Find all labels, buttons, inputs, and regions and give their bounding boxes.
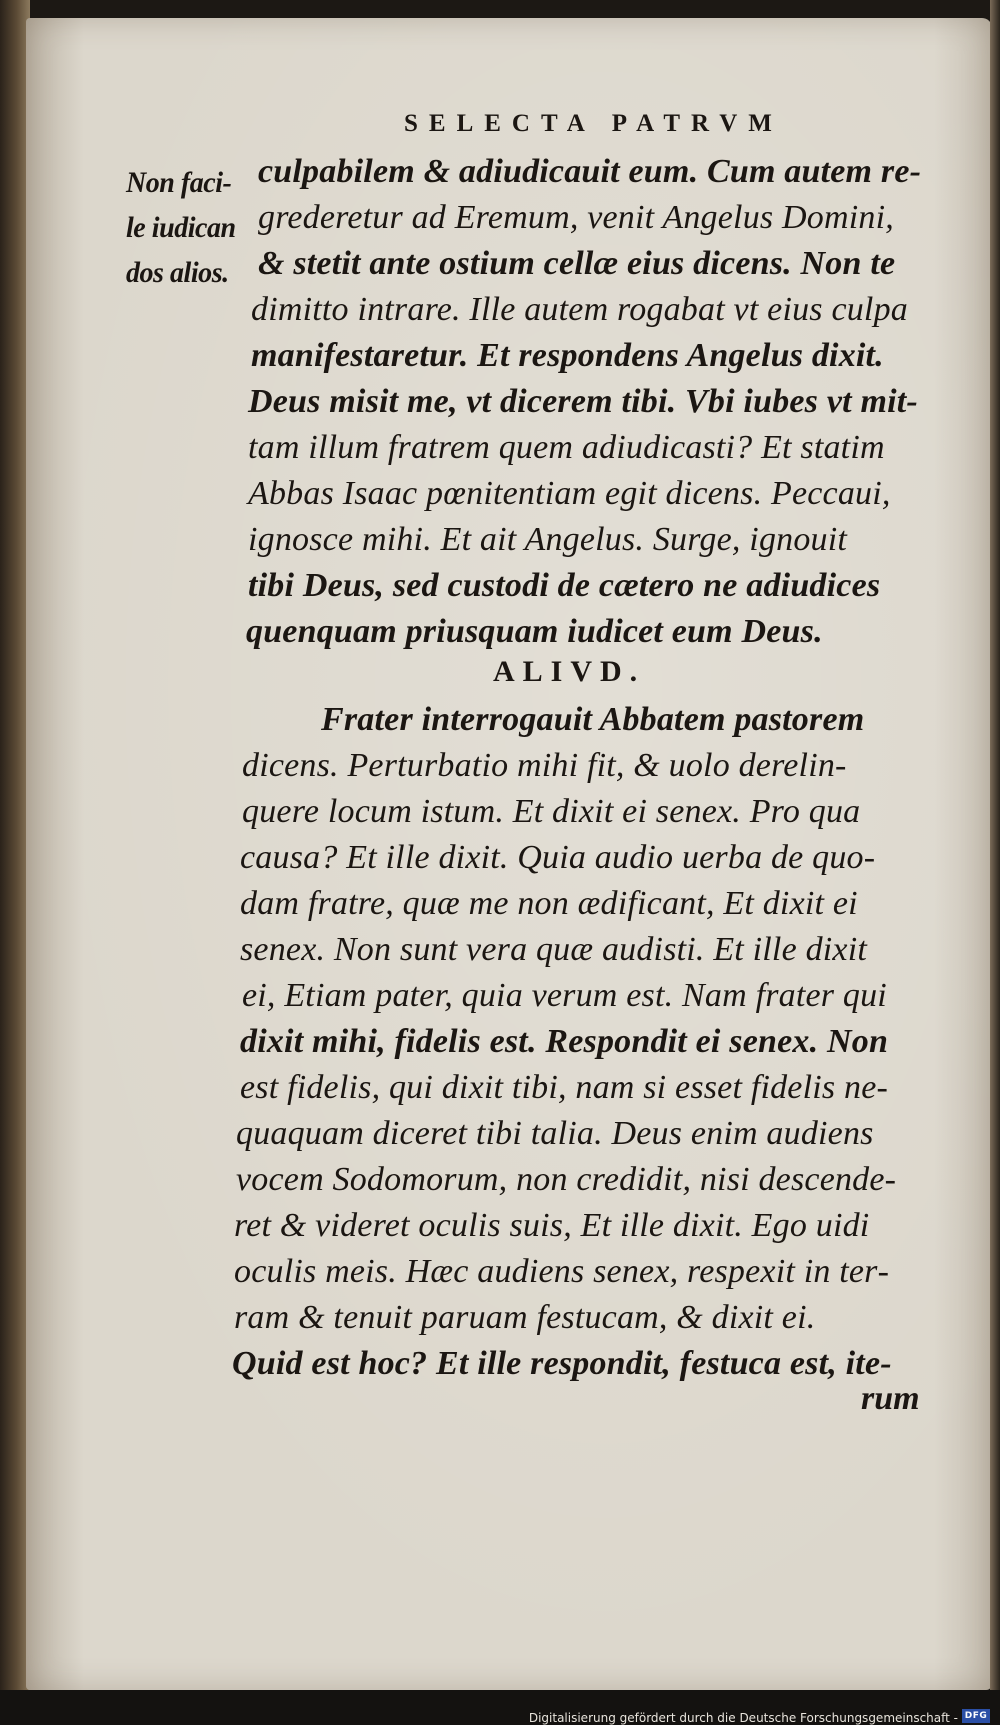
text-line: dicens. Perturbatio mihi fit, & uolo derelin‑ (242, 747, 847, 784)
text-line: Frater interrogauit Abbatem pastorem (321, 701, 865, 738)
text-line: & stetit ante ostium cellæ eius dicens. Non te (258, 245, 896, 282)
text-line: Abbas Isaac pœnitentiam egit dicens. Peccaui, (248, 475, 891, 512)
text-line: vocem Sodomorum, non credidit, nisi descende‑ (236, 1161, 897, 1198)
text-line: tam illum fratrem quem adiudicasti? Et statim (248, 429, 885, 466)
catchword: rum (861, 1380, 920, 1417)
book-page (26, 18, 992, 1690)
text-line: quaquam diceret tibi talia. Deus enim audiens (236, 1115, 874, 1152)
text-line: culpabilem & adiudicauit eum. Cum autem re‑ (258, 153, 922, 190)
page-right-edge (990, 0, 1000, 1690)
text-line: ret & videret oculis suis, Et ille dixit. Ego uidi (234, 1207, 870, 1244)
text-line: ignosce mihi. Et ait Angelus. Surge, ignouit (248, 521, 848, 558)
margin-note-line: le iudican (126, 211, 236, 244)
text-line: dimitto intrare. Ille autem rogabat vt eius culpa (251, 291, 908, 328)
running-head: SELECTA PATRVM (404, 110, 783, 137)
text-line: senex. Non sunt vera quæ audisti. Et ille dixit (240, 931, 867, 968)
text-line: grederetur ad Eremum, venit Angelus Domini, (258, 199, 894, 236)
text-line: quenquam priusquam iudicet eum Deus. (246, 613, 823, 650)
text-line: causa? Et ille dixit. Quia audio uerba de quo‑ (240, 839, 876, 876)
text-line: Deus misit me, vt dicerem tibi. Vbi iubes vt mit‑ (248, 383, 918, 420)
text-line: dixit mihi, fidelis est. Respondit ei senex. Non (240, 1023, 889, 1060)
text-line: manifestaretur. Et respondens Angelus dixit. (251, 337, 884, 374)
footer-credit: Digitalisierung gefördert durch die Deutsche Forschungsgemeinschaft - (528, 1711, 958, 1725)
text-line: oculis meis. Hæc audiens senex, respexit in ter‑ (234, 1253, 890, 1290)
margin-note-line: dos alios. (126, 256, 229, 289)
text-line: tibi Deus, sed custodi de cætero ne adiudices (248, 567, 881, 604)
section-heading: ALIVD. (493, 655, 646, 688)
margin-note (126, 160, 276, 295)
dfg-logo-icon: DFG (962, 1709, 990, 1723)
text-line: ram & tenuit paruam festucam, & dixit ei. (234, 1299, 816, 1336)
text-line: dam fratre, quæ me non ædificant, Et dixit ei (240, 885, 858, 922)
text-line: est fidelis, qui dixit tibi, nam si esset fidelis ne‑ (240, 1069, 889, 1106)
text-line: quere locum istum. Et dixit ei senex. Pro qua (242, 793, 861, 830)
text-line: Quid est hoc? Et ille respondit, festuca est, ite‑ (232, 1345, 892, 1382)
text-line: ei, Etiam pater, quia verum est. Nam frater qui (242, 977, 887, 1014)
page-text (26, 18, 992, 1690)
margin-note-line: Non faci‑ (126, 166, 232, 199)
